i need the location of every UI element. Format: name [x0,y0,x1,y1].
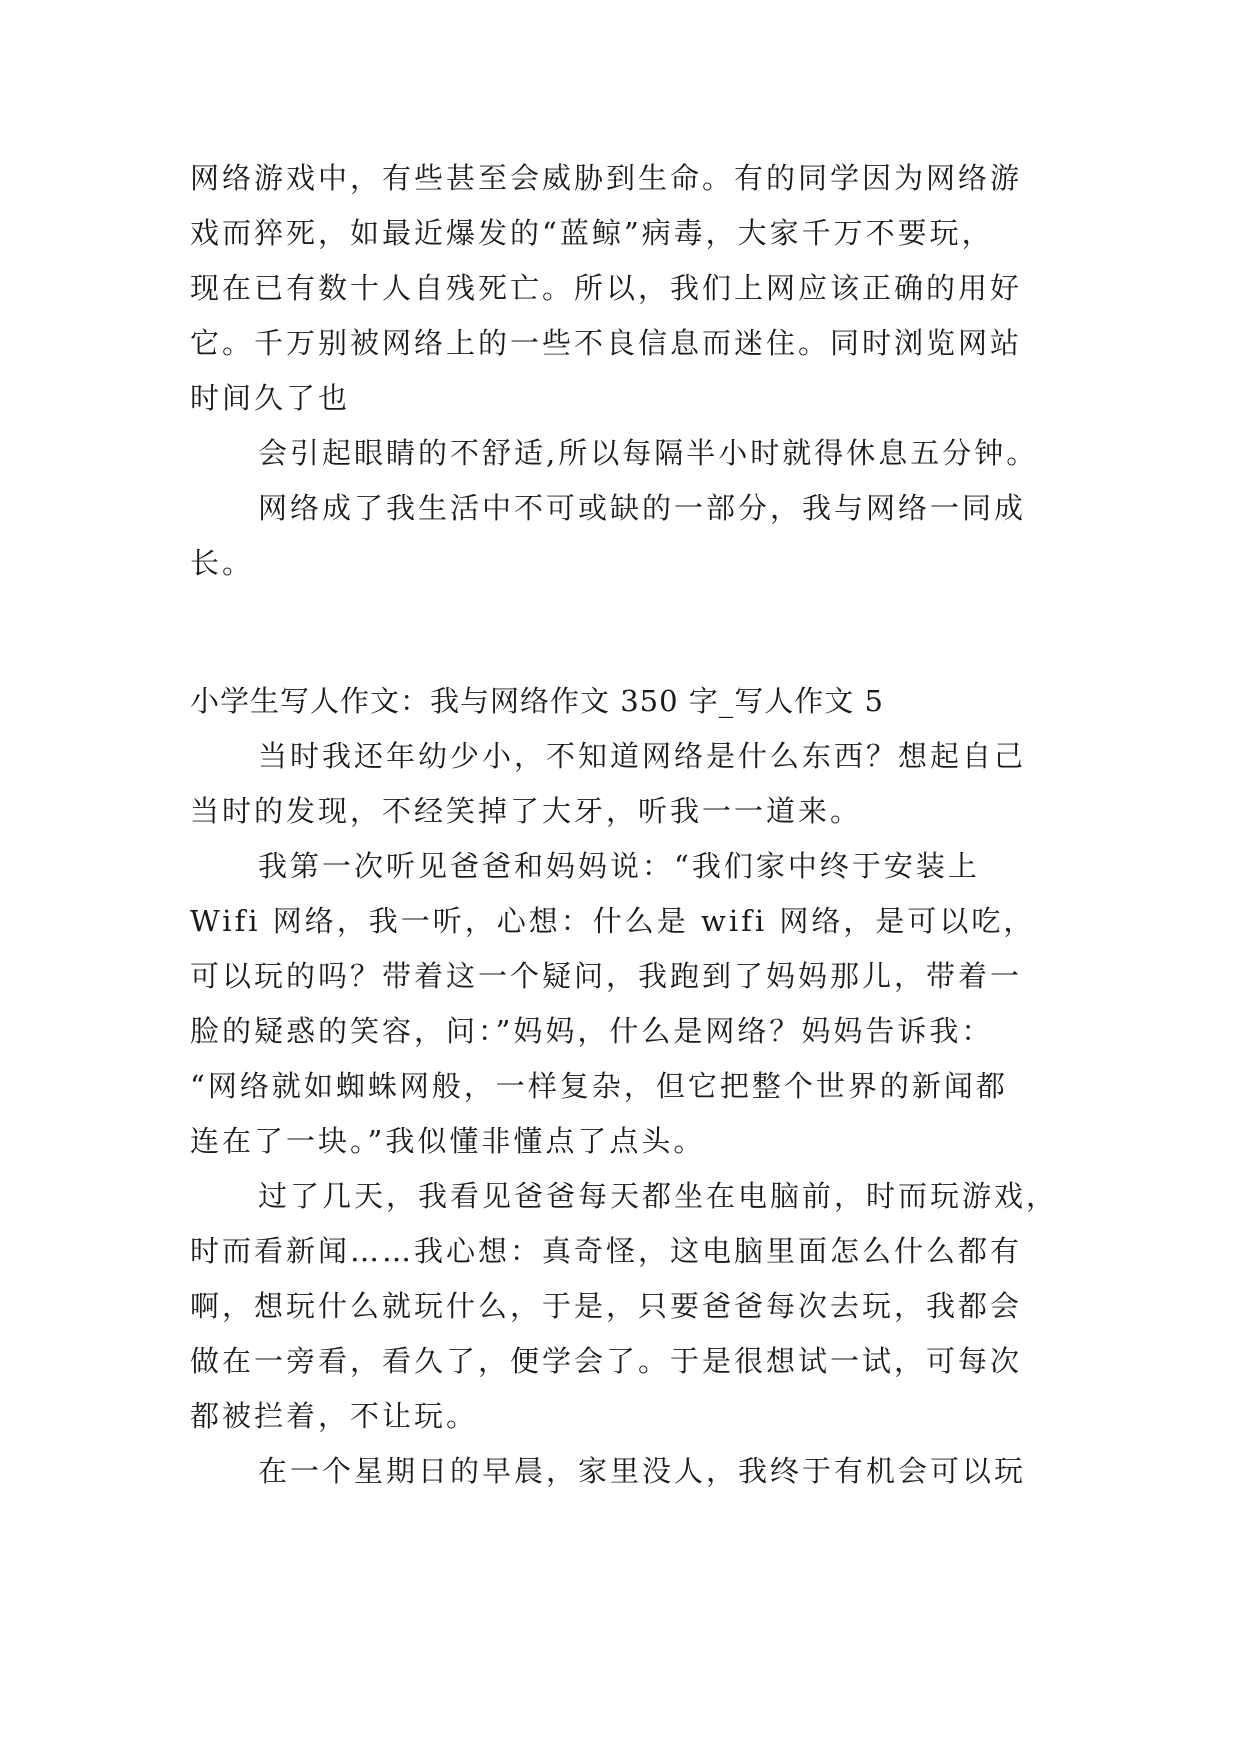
text-line: 脸的疑惑的笑容，问：”妈妈，什么是网络？妈妈告诉我： [190,1014,994,1048]
text-line: 做在一旁看，看久了，便学会了。于是很想试一试，可每次 [190,1344,1023,1378]
text-line: 会引起眼睛的不舒适,所以每隔半小时就得休息五分钟。 [258,436,1039,470]
text-line: Wifi 网络，我一听，心想：什么是 wifi 网络，是可以吃， [190,904,1036,938]
text-line: 当时我还年幼少小，不知道网络是什么东西？想起自己 [258,739,1027,773]
text-line: 现在已有数十人自残死亡。所以，我们上网应该正确的用好 [190,271,1023,305]
text-line: 戏而猝死，如最近爆发的“蓝鲸”病毒，大家千万不要玩， [190,216,994,250]
text-line: 长。 [190,546,255,580]
text-line: 可以玩的吗？带着这一个疑问，我跑到了妈妈那儿，带着一 [190,959,1023,993]
text-line: 啊，想玩什么就玩什么，于是，只要爸爸每次去玩，我都会 [190,1289,1023,1323]
text-line: “网络就如蜘蛛网般，一样复杂，但它把整个世界的新闻都 [190,1069,1008,1103]
text-line: 连在了一块。”我似懂非懂点了点头。 [190,1124,706,1158]
text-line: 过了几天，我看见爸爸每天都坐在电脑前，时而玩游戏， [258,1179,1059,1213]
text-line: 当时的发现，不经笑掉了大牙，听我一一道来。 [190,794,863,828]
text-line: 时间久了也 [190,381,351,415]
text-line: 网络游戏中，有些甚至会威胁到生命。有的同学因为网络游 [190,161,1023,195]
text-line: 它。千万别被网络上的一些不良信息而迷住。同时浏览网站 [190,326,1023,360]
text-line: 都被拦着，不让玩。 [190,1399,479,1433]
text-line: 时而看新闻……我心想：真奇怪，这电脑里面怎么什么都有 [190,1234,1023,1268]
section-title: 小学生写人作文：我与网络作文 350 字_写人作文 5 [190,684,884,718]
text-line: 在一个星期日的早晨，家里没人，我终于有机会可以玩 [258,1454,1027,1488]
text-line: 网络成了我生活中不可或缺的一部分，我与网络一同成 [258,491,1027,525]
text-line: 我第一次听见爸爸和妈妈说：“我们家中终于安装上 [258,849,980,883]
